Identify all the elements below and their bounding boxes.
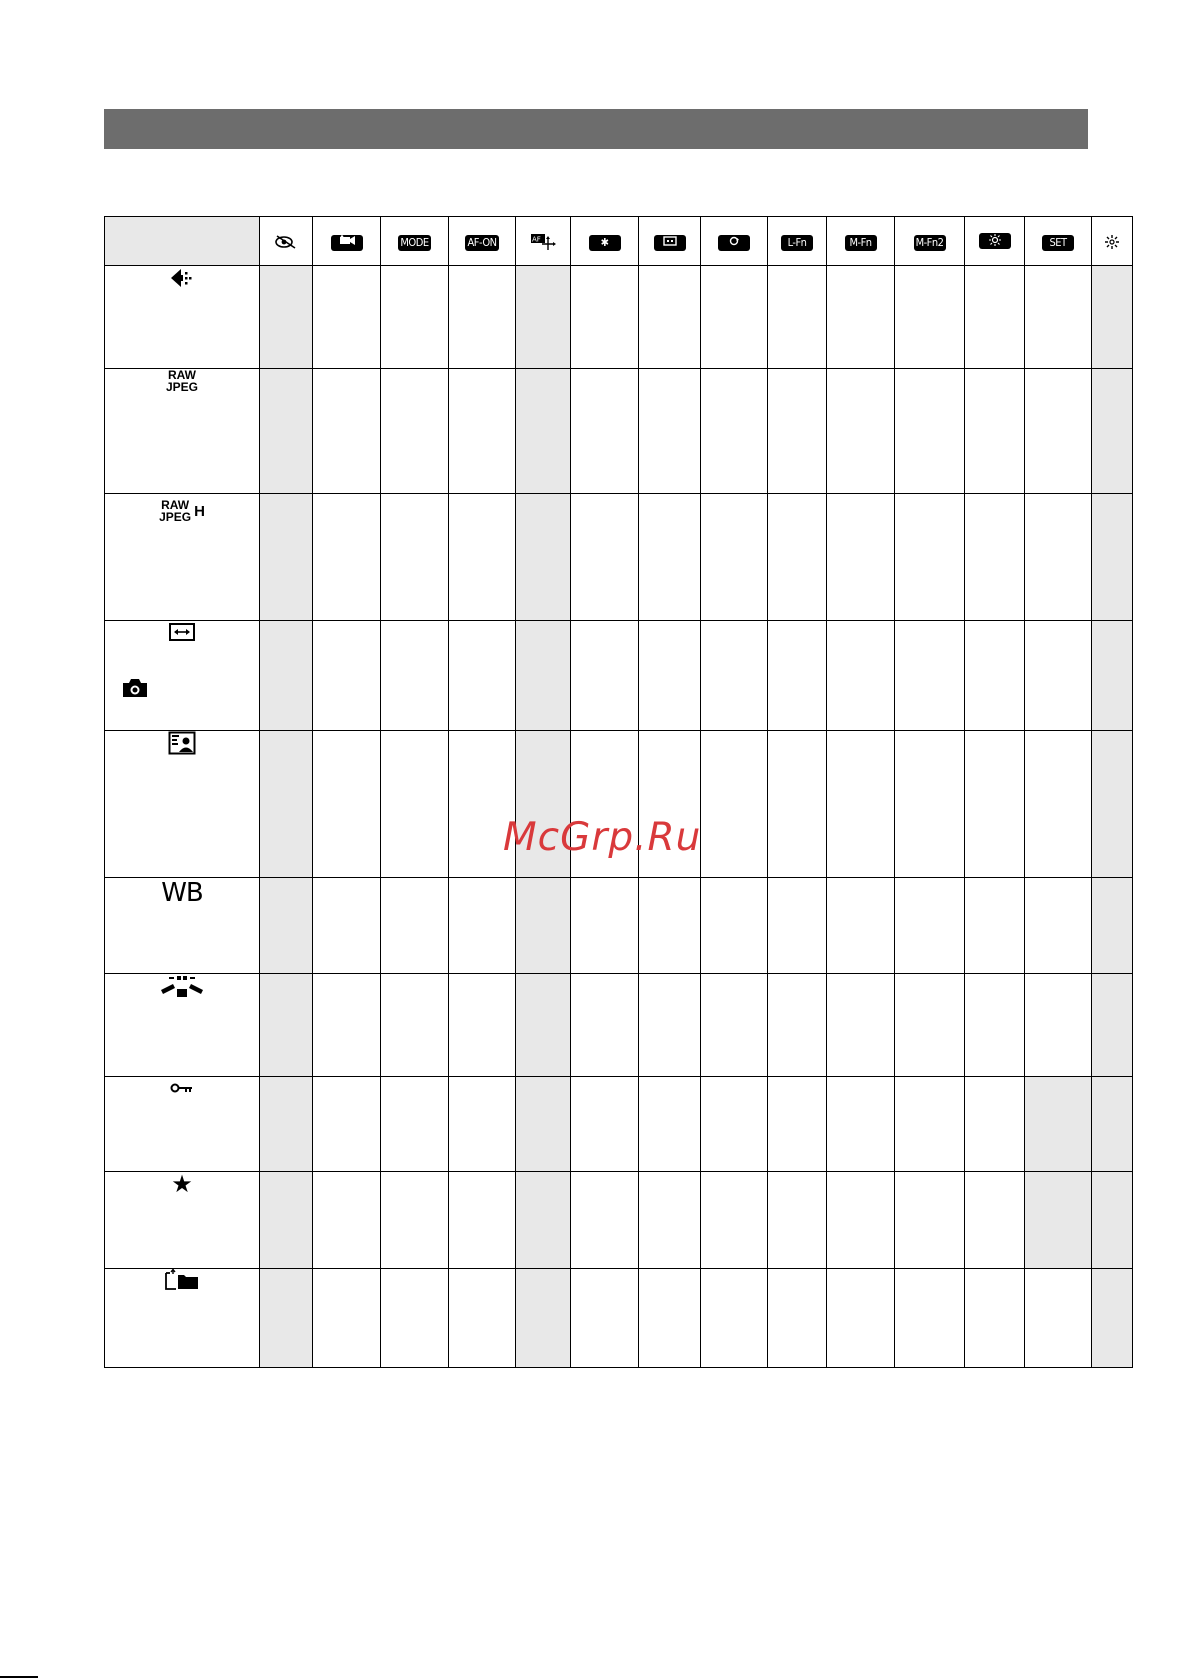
row-folder [105,1269,1133,1368]
transfer-selection-icon [159,974,205,998]
m-fn-button-icon: M-Fn [827,217,895,266]
info-button-icon [639,217,701,266]
row-header [105,1172,260,1269]
eye-sensor-icon [260,217,313,266]
protect-key-icon [170,1081,194,1095]
rating-star-icon: ★ [171,1170,193,1198]
folder-icon [164,1269,200,1291]
row-header [105,974,260,1077]
row-header [105,369,260,494]
button-assignment-table [104,216,1133,1368]
lcd-illumination-button-icon [965,217,1025,266]
row-raw-jpeg [105,369,1133,494]
raw-jpeg-h-icon: RAW JPEG H [159,498,205,524]
l-fn-button-icon: L-Fn [768,217,827,266]
set-button-icon: SET [1025,217,1092,266]
corner-cell [105,217,260,266]
mode-button-icon: MODE [381,217,449,266]
row-white-balance [105,878,1133,974]
row-transfer-selection [105,974,1133,1077]
ae-lock-button-icon: ✱ [571,217,639,266]
af-on-button-icon: AF-ON [449,217,516,266]
row-header [105,266,260,369]
aspect-ratio-icon [168,622,196,642]
row-header [105,1077,260,1172]
picture-style-icon [168,731,196,755]
row-protect [105,1077,1133,1172]
watermark-text: McGrp.Ru [503,815,702,860]
row-header [105,494,260,621]
rotate-button-icon [701,217,768,266]
camera-icon [121,677,149,699]
af-point-button-icon [516,217,571,266]
row-header [105,1269,260,1368]
row-rating [105,1172,1133,1269]
m-fn2-button-icon: M-Fn2 [895,217,965,266]
row-header [105,621,260,731]
transfer-icon [169,266,195,290]
row-raw-jpeg-h [105,494,1133,621]
svg-text:AF: AF [532,235,541,244]
white-balance-icon: WB [161,878,203,908]
row-header [105,731,260,878]
multi-controller-icon [1092,217,1133,266]
raw-jpeg-icon: RAW JPEG [165,368,198,394]
row-header [105,878,260,974]
footer-rule [0,1676,38,1678]
row-image-transfer [105,266,1133,369]
section-title-bar [104,109,1088,149]
header-row [105,217,1133,266]
movie-button-icon [313,217,381,266]
row-aspect-ratio [105,621,1133,731]
